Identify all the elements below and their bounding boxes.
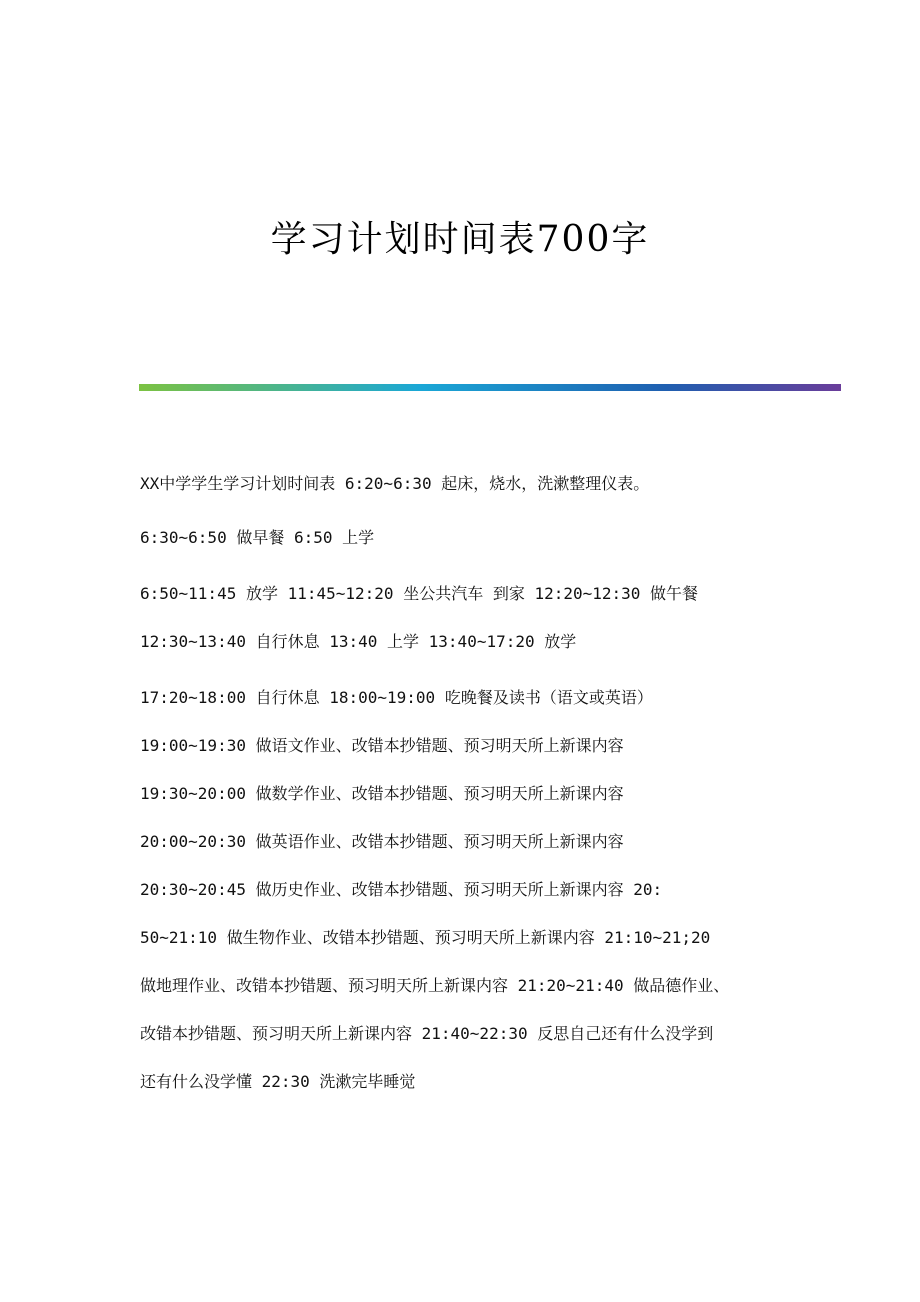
schedule-line: 做地理作业、改错本抄错题、预习明天所上新课内容 21:20~21:40 做品德作业、: [140, 976, 730, 995]
schedule-line: 6:30~6:50 做早餐 6:50 上学: [140, 528, 375, 547]
schedule-line: 还有什么没学懂 22:30 洗漱完毕睡觉: [140, 1072, 416, 1091]
schedule-line: 12:30~13:40 自行休息 13:40 上学 13:40~17:20 放学: [140, 632, 577, 651]
schedule-line: XX中学学生学习计划时间表 6:20~6:30 起床，烧水，洗漱整理仪表。: [140, 474, 650, 493]
schedule-line: 6:50~11:45 放学 11:45~12:20 坐公共汽车 到家 12:20~12:30 做午餐: [140, 584, 699, 603]
schedule-line: 20:00~20:30 做英语作业、改错本抄错题、预习明天所上新课内容: [140, 832, 624, 851]
schedule-line: 改错本抄错题、预习明天所上新课内容 21:40~22:30 反思自己还有什么没学到: [140, 1024, 714, 1043]
gradient-divider: [139, 384, 841, 391]
page-title: 学习计划时间表700字: [270, 219, 650, 260]
schedule-line: 50~21:10 做生物作业、改错本抄错题、预习明天所上新课内容 21:10~21;20: [140, 928, 711, 947]
schedule-line: 19:30~20:00 做数学作业、改错本抄错题、预习明天所上新课内容: [140, 784, 624, 803]
schedule-line: 17:20~18:00 自行休息 18:00~19:00 吃晚餐及读书（语文或英语）: [140, 688, 653, 707]
schedule-line: 20:30~20:45 做历史作业、改错本抄错题、预习明天所上新课内容 20:: [140, 880, 663, 899]
schedule-line: 19:00~19:30 做语文作业、改错本抄错题、预习明天所上新课内容: [140, 736, 624, 755]
